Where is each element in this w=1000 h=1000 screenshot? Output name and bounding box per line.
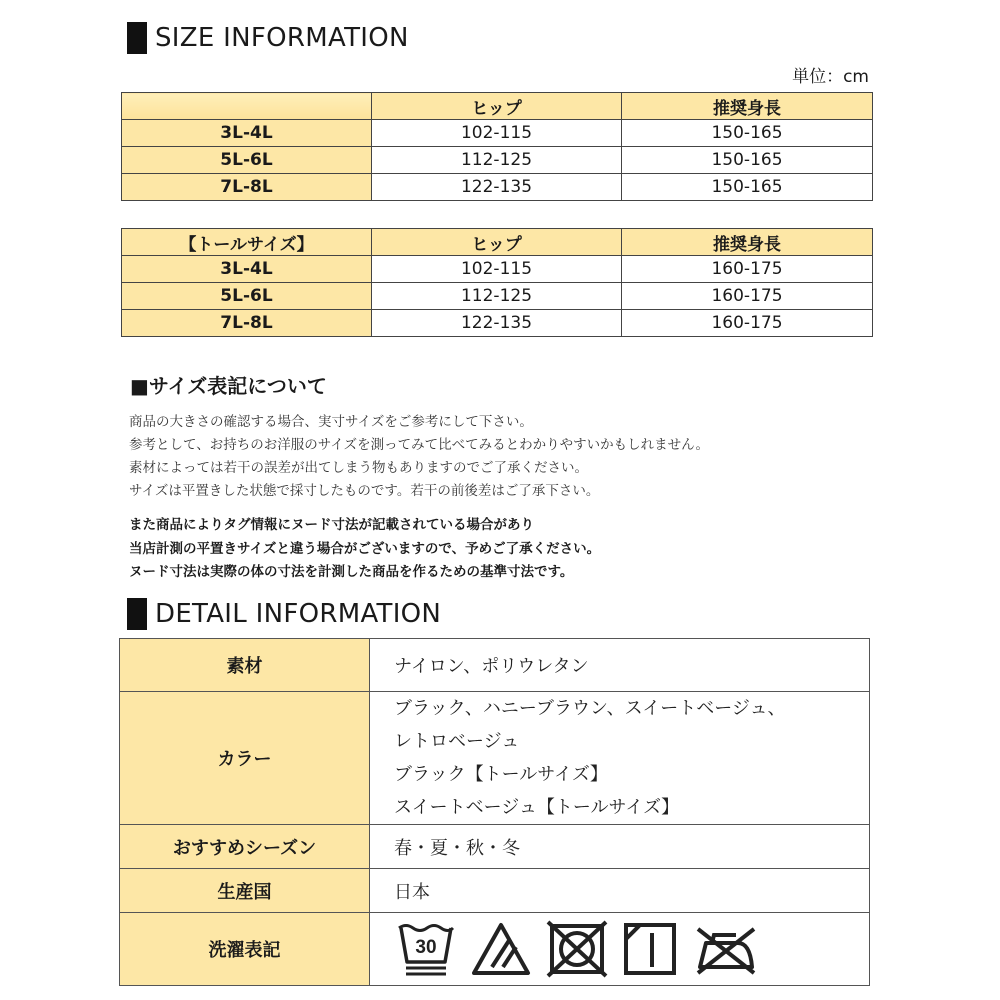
table-row xyxy=(122,310,873,337)
line-dry-icon xyxy=(622,921,678,977)
detail-information-heading xyxy=(127,598,441,630)
size-cell: 5L-6L xyxy=(122,147,372,174)
season-value: 春・夏・秋・冬 xyxy=(370,825,870,869)
size-table-regular xyxy=(121,92,873,201)
tall-size-header: 【トールサイズ】 xyxy=(122,229,372,256)
size-note-line: 参考として、お持ちのお洋服のサイズを測ってみて比べてみるとわかりやすいかもしれません。 xyxy=(129,437,709,453)
heading-marker xyxy=(127,22,147,54)
heading-marker xyxy=(127,598,147,630)
material-row xyxy=(120,639,870,692)
size-cell: 7L-8L xyxy=(122,174,372,201)
care-icons xyxy=(370,913,870,986)
wash-30-gentle-icon xyxy=(396,920,456,978)
material-label: 素材 xyxy=(120,639,370,692)
season-row xyxy=(120,825,870,869)
nude-size-note-line: ヌード寸法は実際の体の寸法を計測した商品を作るための基準寸法です。 xyxy=(129,564,574,580)
height-cell: 160-175 xyxy=(622,283,873,310)
color-label: カラー xyxy=(120,692,370,825)
size-cell: 7L-8L xyxy=(122,310,372,337)
hip-cell: 102-115 xyxy=(372,256,622,283)
detail-table xyxy=(119,638,870,986)
color-value-line: ブラック、ハニーブラウン、スイートベージュ、 xyxy=(394,698,786,719)
material-value: ナイロン、ポリウレタン xyxy=(370,639,870,692)
height-cell: 150-165 xyxy=(622,120,873,147)
origin-row xyxy=(120,869,870,913)
height-cell: 150-165 xyxy=(622,174,873,201)
size-cell: 3L-4L xyxy=(122,256,372,283)
table-row xyxy=(122,256,873,283)
size-note-title: ■サイズ表記について xyxy=(130,374,327,398)
no-tumble-dry-icon xyxy=(546,920,608,978)
hip-header: ヒップ xyxy=(372,229,622,256)
height-cell: 150-165 xyxy=(622,147,873,174)
size-note-line: サイズは平置きした状態で採寸したものです。若干の前後差はご了承下さい。 xyxy=(129,483,600,499)
height-cell: 160-175 xyxy=(622,310,873,337)
size-table-tall xyxy=(121,228,873,337)
color-value-line: スイートベージュ【トールサイズ】 xyxy=(394,797,680,818)
table-corner xyxy=(122,93,372,120)
hip-header: ヒップ xyxy=(372,93,622,120)
hip-cell: 122-135 xyxy=(372,174,622,201)
nude-size-note-line: また商品によりタグ情報にヌード寸法が記載されている場合があり xyxy=(129,517,534,533)
table-row xyxy=(122,283,873,310)
unit-label: 単位：cm xyxy=(792,67,869,87)
table-row xyxy=(122,147,873,174)
hip-cell: 102-115 xyxy=(372,120,622,147)
iron-prohibited-icon xyxy=(692,921,758,977)
height-cell: 160-175 xyxy=(622,256,873,283)
color-values xyxy=(370,692,870,825)
height-header: 推奨身長 xyxy=(622,229,873,256)
table-row xyxy=(122,174,873,201)
care-label: 洗濯表記 xyxy=(120,913,370,986)
table-header-row xyxy=(122,93,873,120)
size-information-title: SIZE INFORMATION xyxy=(155,23,409,53)
origin-label: 生産国 xyxy=(120,869,370,913)
bleach-allowed-icon xyxy=(470,921,532,977)
size-cell: 3L-4L xyxy=(122,120,372,147)
color-value-line: レトロベージュ xyxy=(394,731,520,752)
size-information-heading xyxy=(127,22,409,54)
size-note-line: 素材によっては若干の誤差が出てしまう物もありますのでご了承ください。 xyxy=(129,460,588,476)
detail-information-title: DETAIL INFORMATION xyxy=(155,599,442,629)
origin-value: 日本 xyxy=(370,869,870,913)
table-row xyxy=(122,120,873,147)
table-header-row xyxy=(122,229,873,256)
color-value-line: ブラック【トールサイズ】 xyxy=(394,764,608,785)
hip-cell: 122-135 xyxy=(372,310,622,337)
size-cell: 5L-6L xyxy=(122,283,372,310)
care-row xyxy=(120,913,870,986)
nude-size-note-line: 当店計測の平置きサイズと違う場合がございますので、予めご了承ください。 xyxy=(129,541,601,557)
height-header: 推奨身長 xyxy=(622,93,873,120)
color-row xyxy=(120,692,870,825)
hip-cell: 112-125 xyxy=(372,147,622,174)
size-note-line: 商品の大きさの確認する場合、実寸サイズをご参考にして下さい。 xyxy=(129,414,533,430)
hip-cell: 112-125 xyxy=(372,283,622,310)
season-label: おすすめシーズン xyxy=(120,825,370,869)
wash-temp-label: 30 xyxy=(415,937,437,958)
